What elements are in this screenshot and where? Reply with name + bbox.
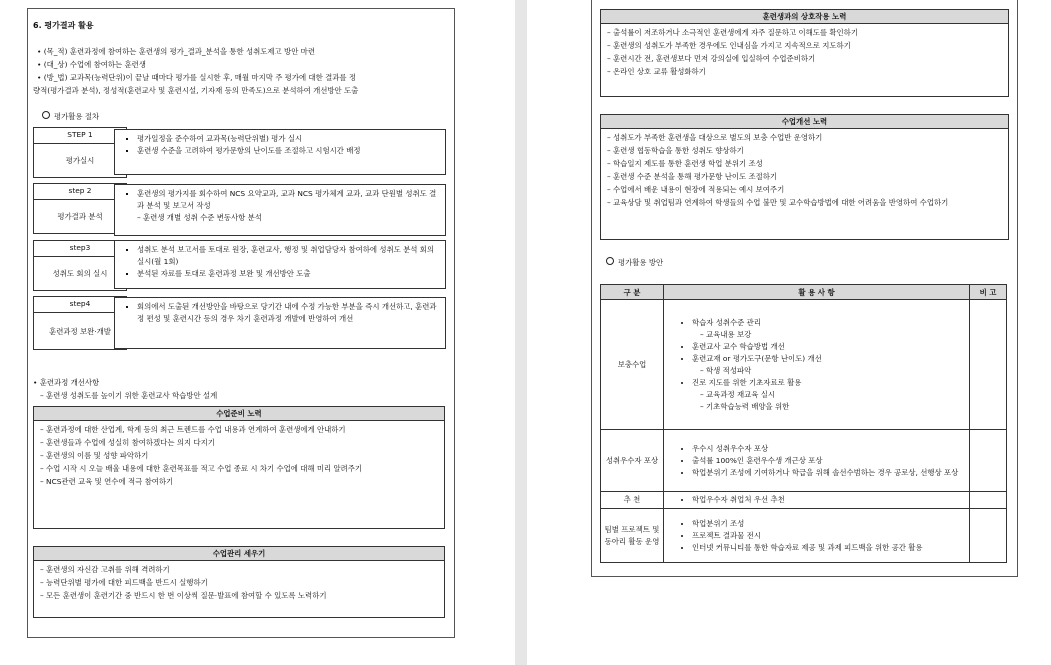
table-cell-label: 추 천 <box>601 492 664 509</box>
table-cell <box>664 430 970 492</box>
table-cell <box>664 300 970 430</box>
list-item: – 학습일지 제도를 통한 훈련생 학업 분위기 조성 <box>607 157 1002 170</box>
table-list-item: • 프로젝트 결과물 전시 <box>692 530 965 542</box>
table-cell-note <box>970 430 1007 492</box>
step3-label: step3 <box>34 243 126 257</box>
table-cell <box>664 509 970 563</box>
table-list-item: – 교육과정 재교육 실시 <box>700 389 965 401</box>
table-cell-label: 보충수업 <box>601 300 664 430</box>
table-cell <box>664 492 970 509</box>
table-list-item: – 기초학습능력 배양을 위한 <box>700 401 965 413</box>
list-item: – 출석률이 저조하거나 소극적인 훈련생에게 자주 질문하고 이해도를 확인하기 <box>607 26 1002 39</box>
step2-box <box>33 183 127 234</box>
step2-name: 평가결과 분석 <box>57 212 103 221</box>
list-item: – 훈련생 개별 성취 수준 변동사항 분석 <box>137 213 262 222</box>
table-list-item: • 진로 지도를 위한 기초자료로 활용 <box>692 377 965 389</box>
step4-label: step4 <box>34 299 126 313</box>
list-item: – 수업에서 배운 내용이 현장에 적용되는 예시 보여주기 <box>607 183 1002 196</box>
step1-label: STEP 1 <box>34 130 126 144</box>
list-item: ▪ 훈련생 수준을 고려하여 평가문항의 난이도를 조절하고 시험시간 배정 <box>137 145 439 157</box>
intro-method: • (방_법) 교과목(능력단위)이 끝날 때마다 평가를 실시한 후, 매월 마지막 주 평가에 대한 결과를 정 <box>37 73 356 82</box>
table-list-item: • 인터넷 커뮤니티를 통한 학습자료 제공 및 과제 피드백을 위한 공간 활용 <box>692 542 965 554</box>
list-item: – 훈련생의 자신감 고취를 위해 격려하기 <box>40 563 438 576</box>
step4-box <box>33 296 127 350</box>
list-item: – 훈련생 협동학습을 통한 성취도 향상하기 <box>607 144 1002 157</box>
step1-name: 평가실시 <box>65 156 95 165</box>
table-cell-note <box>970 492 1007 509</box>
table-list-item: • 학습자 성취수준 관리 <box>692 317 965 329</box>
section-title: 수업관리 세우기 <box>34 547 444 561</box>
table-cell-label: 팀별 프로젝트 및 동아리 활동 운영 <box>601 509 664 563</box>
class-mgmt-section <box>33 546 445 618</box>
list-item: ▪ 성취도 분석 보고서를 토대로 원장, 훈련교사, 행정 및 취업담당자 참여하에 성취도 분석 회의 실시(월 1회) <box>137 244 439 268</box>
list-item: – 훈련생들과 수업에 성실히 참여하겠다는 의지 다지기 <box>40 436 438 449</box>
section-title: 수업개선 노력 <box>601 115 1008 129</box>
list-item: – 교육상담 및 취업팀과 연계하여 학생들의 수업 불만 및 교수학습방법에 대한 어려움을 반영하여 수업하기 <box>607 196 1002 209</box>
list-item: ▪ 훈련생의 평가지를 회수하여 NCS 요약교과, 교과 NCS 평가체계 교과, 교과 단원별 성취도 결과 분석 및 보고서 작성 <box>137 188 439 212</box>
list-item: – 수업 시작 시 오늘 배울 내용에 대한 훈련목표를 적고 수업 종료 시 차기 수업에 대해 미리 알려주기 <box>40 462 438 475</box>
prep-effort-section <box>33 406 445 529</box>
step3-box <box>33 240 127 291</box>
list-item: – 훈련생의 이름 및 성향 파악하기 <box>40 449 438 462</box>
table-header: 비 고 <box>970 285 1007 300</box>
list-item: – 훈련과정에 대한 산업계, 학계 등의 최근 트렌드를 수업 내용과 연계하여 훈련생에게 안내하기 <box>40 423 438 436</box>
table-cell-note <box>970 509 1007 563</box>
list-item: – 훈련생 수준 분석을 통해 평가문항 난이도 조절하기 <box>607 170 1002 183</box>
step1-box <box>33 127 127 178</box>
page-gap <box>515 0 527 665</box>
list-item: – 온라인 상호 교류 활성화하기 <box>607 65 1002 78</box>
step1-detail <box>114 129 446 175</box>
section-title: 수업준비 노력 <box>34 407 444 421</box>
table-list-item: • 학업분위기 조성 <box>692 518 965 530</box>
table-list-item: • 훈련교사 교수 학습방법 개선 <box>692 341 965 353</box>
step2-detail <box>114 184 446 236</box>
circle-icon <box>606 257 614 265</box>
step3-detail <box>114 240 446 289</box>
table-list-item: – 학생 적성파악 <box>700 365 965 377</box>
table-cell-label: 성취우수자 포상 <box>601 430 664 492</box>
table-list-item: • 학업분위기 조성에 기여하거나 학급을 위해 솔선수범하는 경우 공로상, 선행상 포상 <box>692 467 965 479</box>
usage-table <box>600 284 1007 563</box>
plan-title-text: 평가활용 방안 <box>618 258 664 267</box>
table-list-item: • 출석률 100%인 훈련우수생 개근상 포상 <box>692 455 965 467</box>
step3-name: 성취도 회의 실시 <box>52 269 108 278</box>
section-title: 훈련생과의 상호작용 노력 <box>601 10 1008 24</box>
list-item: – 훈련생의 성취도가 부족한 경우에도 인내심을 가지고 지속적으로 지도하기 <box>607 39 1002 52</box>
improve-sub: – 훈련생 성취도를 높이기 위한 훈련교사 학습방안 설계 <box>40 391 218 400</box>
list-item: – NCS관련 교육 및 연수에 적극 참여하기 <box>40 475 438 488</box>
plan-title <box>606 256 663 269</box>
table-header: 활 용 사 항 <box>664 285 970 300</box>
table-list-item: • 우수시 성취우수자 포상 <box>692 443 965 455</box>
table-cell-note <box>970 300 1007 430</box>
step2-label: step 2 <box>34 186 126 200</box>
list-item: – 모든 훈련생이 훈련기간 중 반드시 한 번 이상씩 질문·발표에 참여할 수 있도록 노력하기 <box>40 589 438 602</box>
improve-effort-section <box>600 114 1009 240</box>
table-list-item: – 교육내용 보강 <box>700 329 965 341</box>
intro-target: • (대_상) 수업에 참여하는 훈련생 <box>37 60 146 69</box>
improve-head: • 훈련과정 개선사항 <box>33 378 100 387</box>
list-item: – 능력단위별 평가에 대한 피드백을 반드시 실행하기 <box>40 576 438 589</box>
list-item: ▪ 회의에서 도출된 개선방안을 바탕으로 당기간 내에 수정 가능한 부분을 즉시 개선하고, 훈련과정 편성 및 훈련시간 등의 경우 차기 훈련과정 개발에 반영하여 개선 <box>137 301 439 325</box>
intro-purpose: • (목_적) 훈련과정에 참여하는 훈련생의 평가_결과_분석을 통한 성취도제고 방안 마련 <box>37 47 315 56</box>
interaction-section <box>600 9 1009 97</box>
circle-icon <box>42 111 50 119</box>
procedure-title <box>42 110 99 123</box>
section-heading: 6. 평가결과 활용 <box>33 21 94 30</box>
step4-detail <box>114 297 446 349</box>
table-list-item: • 훈련교재 or 평가도구(문항 난이도) 개선 <box>692 353 965 365</box>
intro-method-cont: 량적(평가결과 분석), 정성적(훈련교사 및 훈련시설, 기자재 등의 만족도)으로 분석하여 개선방안 도출 <box>33 86 359 95</box>
list-item: ▪ 분석된 자료를 토대로 훈련과정 보완 및 개선방안 도출 <box>137 268 439 280</box>
list-item: – 훈련시간 전, 훈련생보다 먼저 강의실에 입실하여 수업준비하기 <box>607 52 1002 65</box>
list-item: ▪ 평가일정을 준수하여 교과목(능력단위별) 평가 실시 <box>137 133 439 145</box>
table-list-item: • 학업우수자 취업처 우선 추천 <box>692 494 965 506</box>
procedure-title-text: 평가활용 절차 <box>54 112 100 121</box>
step4-name: 훈련과정 보완·개발 <box>49 327 111 336</box>
list-item: – 성취도가 부족한 훈련생을 대상으로 별도의 보충 수업반 운영하기 <box>607 131 1002 144</box>
table-header: 구 분 <box>601 285 664 300</box>
